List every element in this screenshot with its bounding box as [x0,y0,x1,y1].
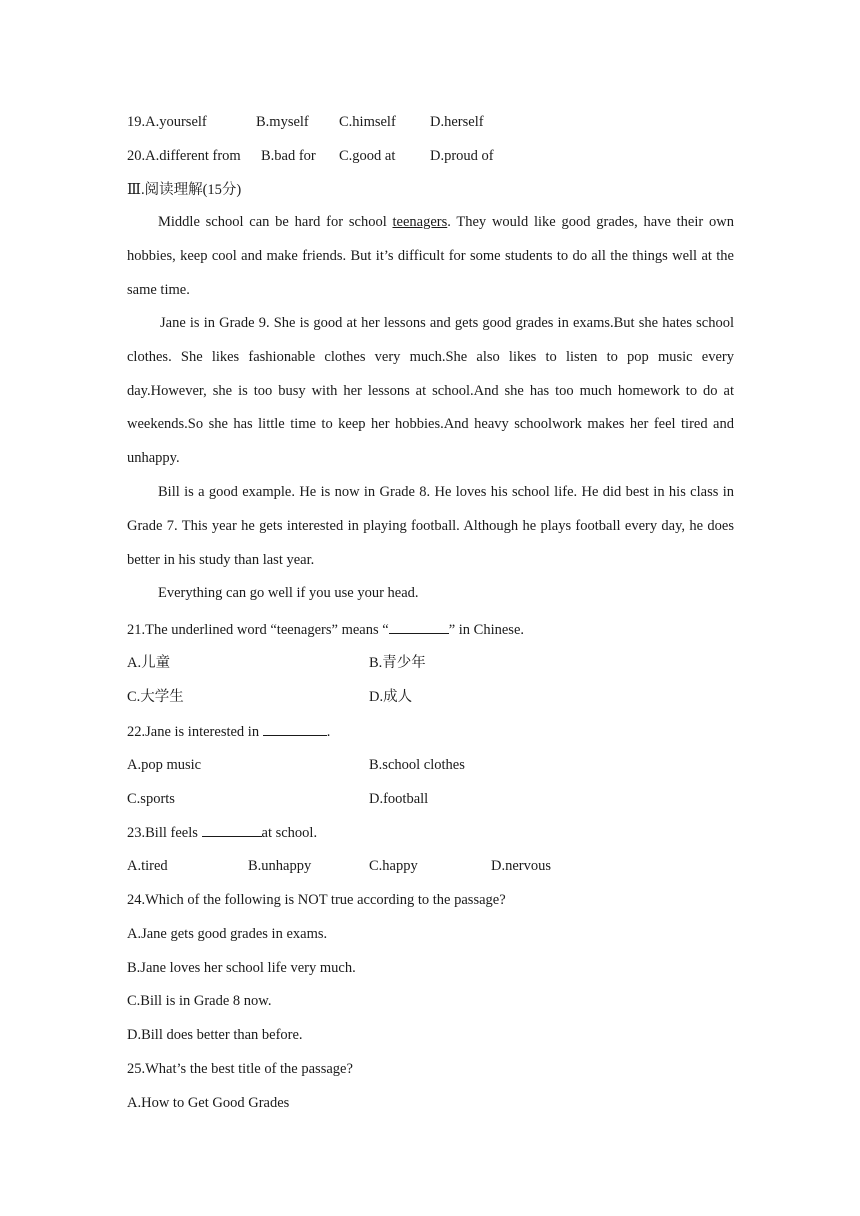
q21-option-b: B.青少年 [369,655,426,671]
q24-option-c: C.Bill is in Grade 8 now. [127,993,272,1009]
q21-option-c: C.大学生 [127,689,184,705]
q19-option-b: B.myself [256,114,309,130]
passage-paragraph-2: Jane is in Grade 9. She is good at her lessons and gets good grades in exams.But she hates school clothes. She likes fashionable clothes very much.She also likes to listen to pop music every day.However, she is too busy with her lessons at school.And she has too much homework to do at weekends.So she has little time to keep her hobbies.And heavy schoolwork makes her feel tired and unhappy. [127,315,734,467]
q19-option-c: C.himself [339,114,396,130]
q23-option-d: D.nervous [491,858,552,874]
q23-option-c: C.happy [369,858,418,874]
q21-option-d: D.成人 [369,689,413,705]
q25-stem: 25.What’s the best title of the passage? [127,1061,353,1077]
q21-stem: 21.The underlined word “teenagers” means “ ” in Chinese. [127,619,524,640]
q22-option-d: D.football [369,791,429,807]
q23-option-a: A.tired [127,858,168,874]
q25-option-a: A.How to Get Good Grades [127,1095,290,1111]
q20-option-c: C.good at [339,148,396,164]
q22-stem: 22.Jane is interested in . [127,721,330,742]
underlined-word: teenagers [392,214,448,230]
passage-paragraph-1: Middle school can be hard for school teenagers. They would like good grades, have their own hobbies, keep cool and make friends. But it’s difficult for some students to do all the things well at the same time. [127,214,734,298]
q24-option-b: B.Jane loves her school life very much. [127,960,356,976]
answer-blank [202,822,262,837]
q21-option-a: A.儿童 [127,655,171,671]
q20-option-b: B.bad for [261,148,316,164]
q22-option-c: C.sports [127,791,175,807]
answer-blank [389,619,449,634]
q23-stem: 23.Bill feels at school. [127,822,317,843]
q22-option-b: B.school clothes [369,757,465,773]
q19-option-a: 19.A.yourself [127,114,207,130]
q24-option-d: D.Bill does better than before. [127,1027,303,1043]
q22-option-a: A.pop music [127,757,202,773]
q20-option-d: D.proud of [430,148,494,164]
q24-option-a: A.Jane gets good grades in exams. [127,926,328,942]
q19-option-d: D.herself [430,114,484,130]
section-title: Ⅲ.阅读理解(15分) [127,182,242,198]
q24-stem: 24.Which of the following is NOT true according to the passage? [127,892,506,908]
answer-blank [263,721,327,736]
q23-option-b: B.unhappy [248,858,312,874]
passage-paragraph-3: Bill is a good example. He is now in Grade 8. He loves his school life. He did best in his class in Grade 7. This year he gets interested in playing football. Although he plays football every day, he does better in his study than last year. [127,484,734,568]
passage-paragraph-4: Everything can go well if you use your head. [158,585,419,601]
q20-option-a: 20.A.different from [127,148,241,164]
